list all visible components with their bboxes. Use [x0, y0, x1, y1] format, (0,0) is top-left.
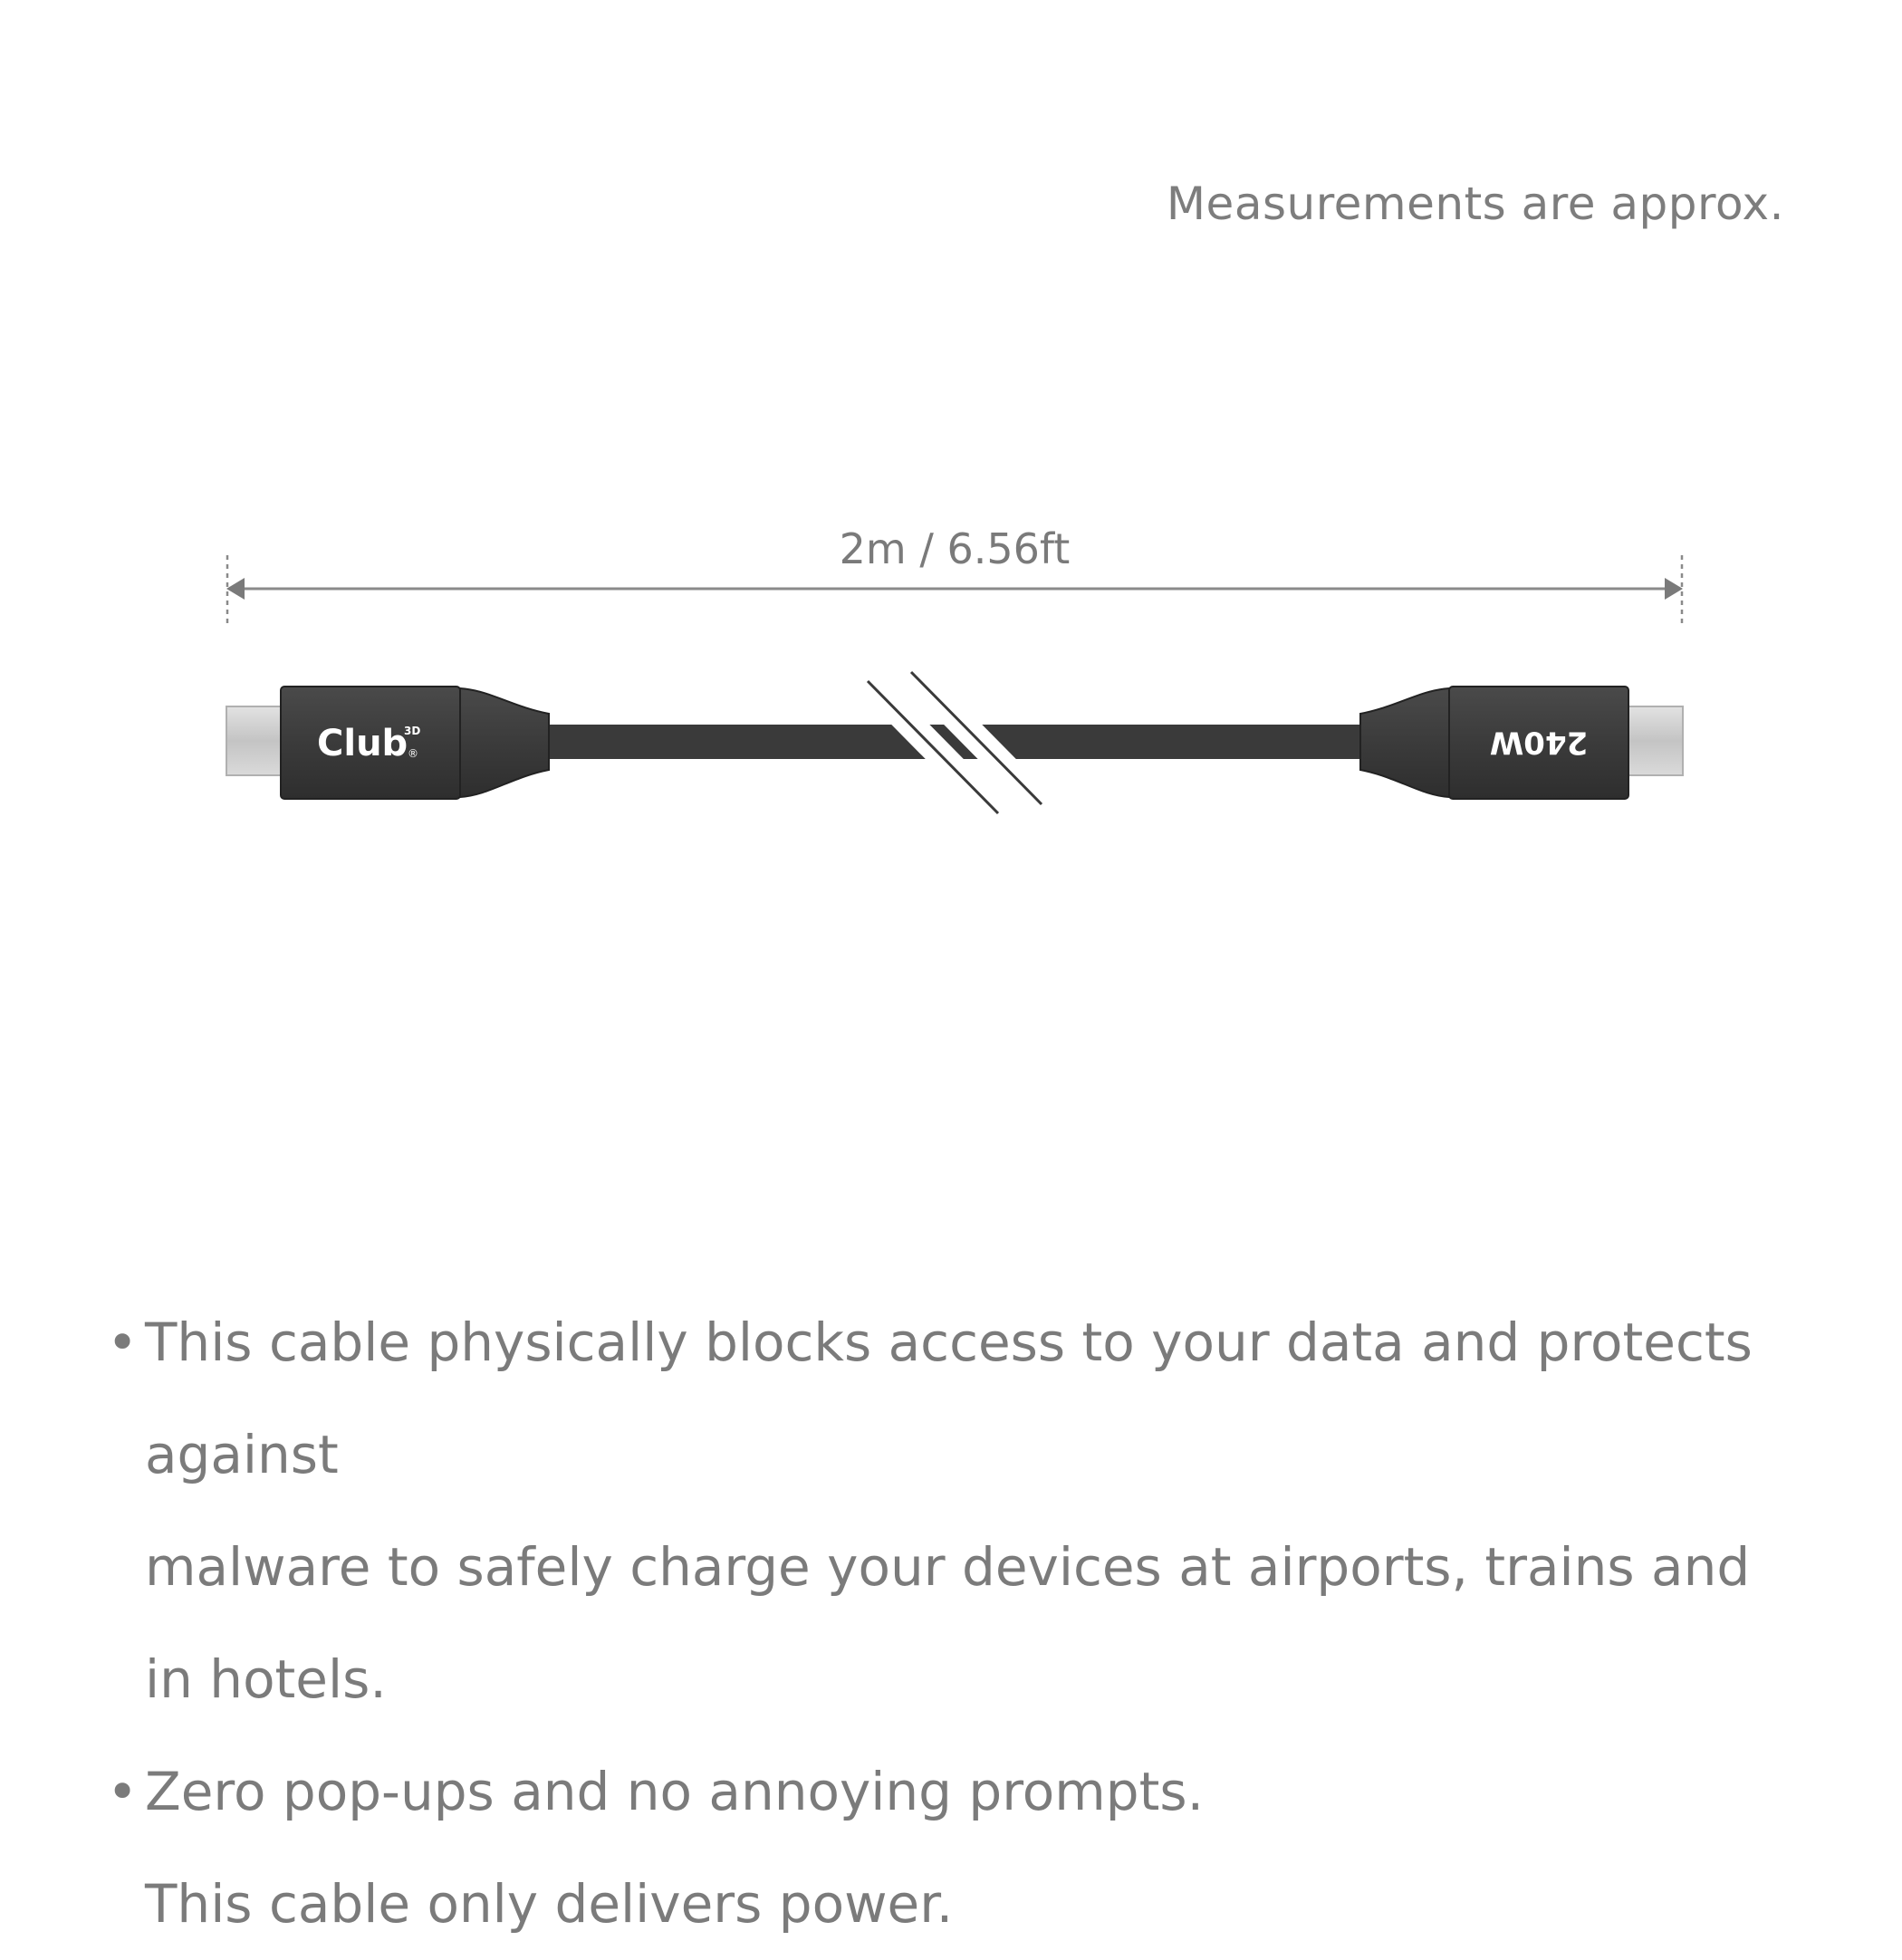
club3d-logo-superscript: 3D	[404, 725, 421, 737]
club3d-logo-text: Club	[317, 723, 408, 764]
dimension-right-arrow	[1665, 578, 1683, 600]
dimension-left-arrow	[226, 578, 245, 600]
bullet-marker: •	[107, 1311, 139, 1373]
power-rating-label: 240W	[1489, 724, 1589, 761]
dimension-label: 2m / 6.56ft	[839, 524, 1071, 573]
left-plug-tip	[226, 706, 283, 775]
right-strain-relief	[1360, 688, 1449, 797]
feature-bullet-1	[107, 1286, 1810, 1511]
measurement-note: Measurements are approx.	[1166, 178, 1784, 230]
right-plug-tip	[1627, 706, 1683, 775]
club3d-logo-registered: ®	[408, 747, 418, 760]
left-usb-c-connector	[226, 687, 549, 799]
bullet-marker: •	[107, 1761, 139, 1822]
feature-text: Zero pop-ups and no annoying prompts.	[145, 1761, 1205, 1822]
feature-text-continuation: This cable only delivers power.	[145, 1873, 954, 1935]
left-strain-relief	[460, 688, 549, 797]
feature-text: This cable physically blocks access to your data and protects against	[145, 1311, 1753, 1485]
feature-bullet-2	[107, 1735, 1810, 1848]
cable-diagram	[0, 0, 1902, 906]
right-usb-c-connector	[1360, 687, 1683, 799]
feature-text-continuation: malware to safely charge your devices at airports, trains and in hotels.	[145, 1536, 1751, 1710]
dimension-indicator	[226, 524, 1683, 625]
feature-list	[107, 1286, 1810, 1960]
